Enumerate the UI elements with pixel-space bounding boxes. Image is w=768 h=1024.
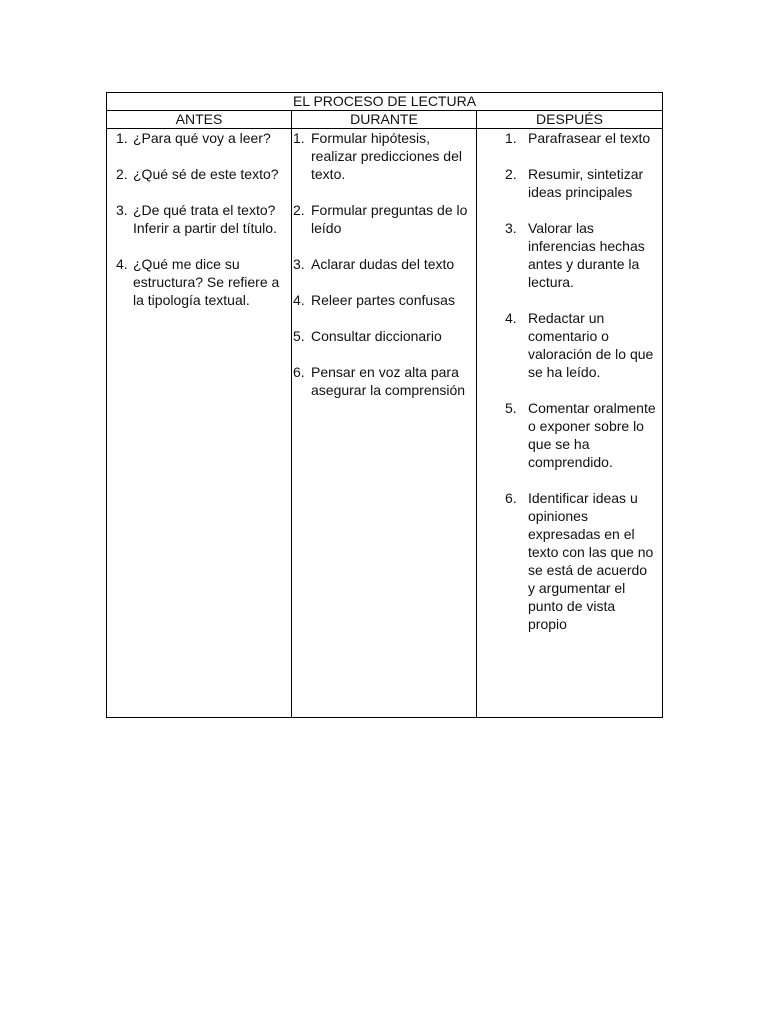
table-title-row: [107, 93, 663, 111]
despues-cell: [477, 129, 663, 718]
antes-cell: [107, 129, 292, 718]
durante-cell: [292, 129, 477, 718]
item-text: Releer partes confusas: [311, 292, 455, 308]
item-number: 5.: [293, 328, 305, 344]
list-item: [292, 291, 476, 309]
item-number: 1.: [505, 130, 517, 146]
list-item: [477, 309, 662, 381]
item-number: 5.: [505, 400, 517, 416]
table-body-row: [107, 129, 663, 718]
item-text: Identificar ideas u opiniones expresadas en el texto con las que no se está de acuerdo y argumentar el punto de vista propio: [528, 490, 654, 632]
list-item: [107, 201, 291, 237]
item-number: 4.: [505, 310, 517, 326]
antes-list: [107, 129, 291, 309]
header-antes: ANTES: [107, 111, 292, 129]
table-title: EL PROCESO DE LECTURA: [107, 93, 663, 111]
item-number: 6.: [293, 364, 305, 380]
list-item: [292, 363, 476, 399]
item-number: 2.: [116, 166, 128, 182]
item-number: 1.: [293, 130, 305, 146]
list-item: [477, 219, 662, 291]
item-number: 2.: [505, 166, 517, 182]
list-item: [477, 129, 662, 147]
item-number: 4.: [293, 292, 305, 308]
item-text: Formular hipótesis, realizar predicciones del texto.: [311, 130, 462, 182]
list-item: [477, 399, 662, 471]
table-header-row: [107, 111, 663, 129]
item-text: Redactar un comentario o valoración de lo que se ha leído.: [528, 310, 654, 380]
item-number: 3.: [293, 256, 305, 272]
item-text: Resumir, sintetizar ideas principales: [528, 166, 644, 200]
list-item: [107, 129, 291, 147]
reading-process-table: [106, 92, 663, 718]
item-text: Formular preguntas de lo leído: [311, 202, 468, 236]
item-number: 3.: [505, 220, 517, 236]
list-item: [477, 489, 662, 633]
item-text: ¿Para qué voy a leer?: [133, 130, 271, 146]
item-number: 2.: [293, 202, 305, 218]
item-number: 3.: [116, 202, 128, 218]
item-text: Parafrasear el texto: [528, 130, 651, 146]
list-item: [292, 327, 476, 345]
item-text: ¿Qué me dice su estructura? Se refiere a la tipología textual.: [133, 256, 280, 308]
list-item: [107, 255, 291, 309]
item-text: ¿Qué sé de este texto?: [133, 166, 279, 182]
list-item: [107, 165, 291, 183]
item-text: Pensar en voz alta para asegurar la comprensión: [311, 364, 466, 398]
item-text: ¿De qué trata el texto? Inferir a partir del título.: [133, 202, 277, 236]
item-text: Consultar diccionario: [311, 328, 442, 344]
item-text: Valorar las inferencias hechas antes y durante la lectura.: [528, 220, 645, 290]
item-number: 1.: [116, 130, 128, 146]
durante-list: [292, 129, 476, 399]
item-text: Aclarar dudas del texto: [311, 256, 455, 272]
list-item: [292, 255, 476, 273]
item-text: Comentar oralmente o exponer sobre lo que se ha comprendido.: [528, 400, 656, 470]
header-despues: DESPUÉS: [477, 111, 663, 129]
list-item: [292, 201, 476, 237]
item-number: 4.: [116, 256, 128, 272]
list-item: [477, 165, 662, 201]
item-number: 6.: [505, 490, 517, 506]
list-item: [292, 129, 476, 183]
despues-list: [477, 129, 662, 633]
header-durante: DURANTE: [292, 111, 477, 129]
